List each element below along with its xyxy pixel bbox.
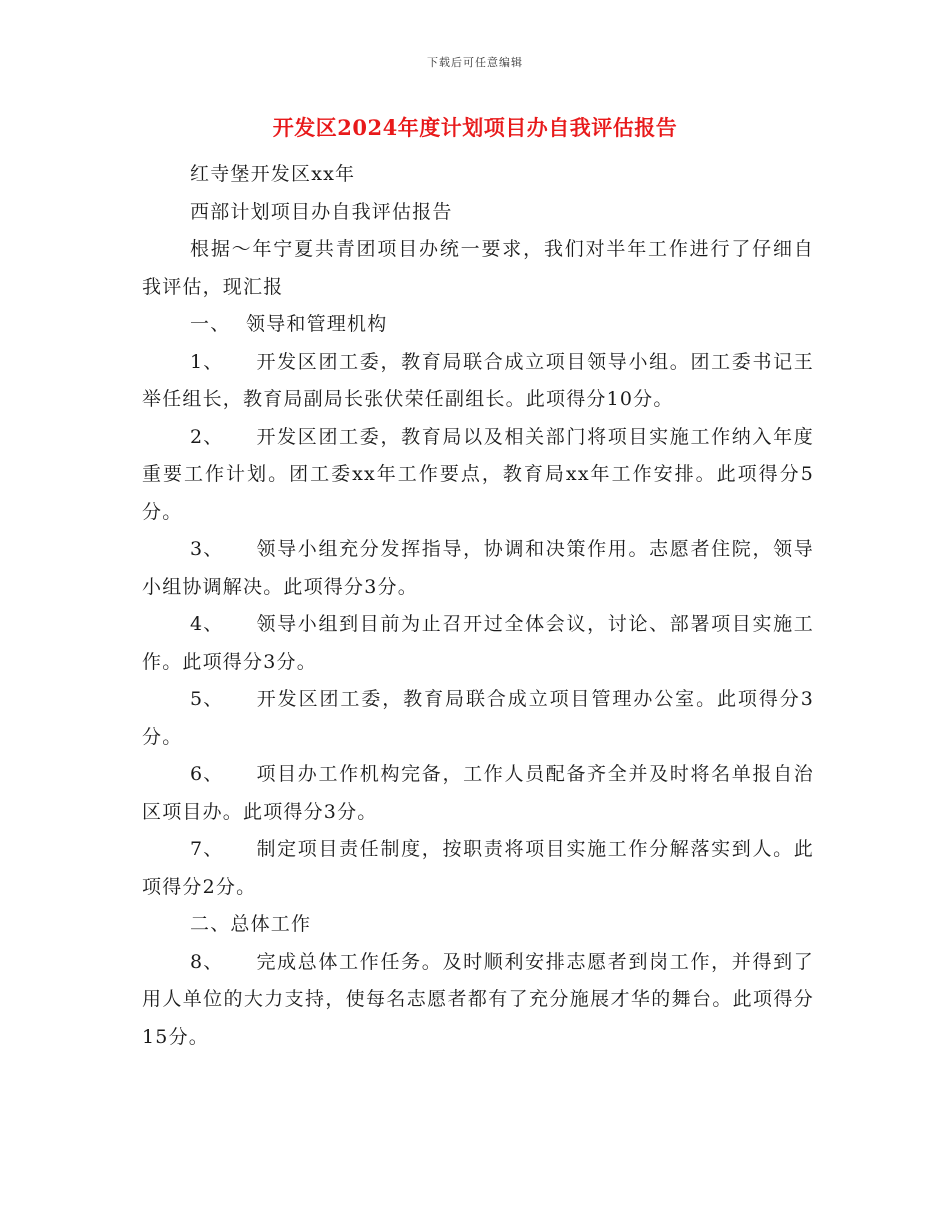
item-number: 1、	[190, 350, 224, 373]
numbered-item	[142, 606, 814, 681]
numbered-item	[142, 531, 814, 606]
item-text: 开发区团工委，教育局联合成立项目管理办公室。此项得分3分。	[142, 688, 814, 748]
paragraph-text: 西部计划项目办自我评估报告	[190, 200, 453, 223]
item-number: 8、	[190, 950, 224, 973]
item-text: 完成总体工作任务。及时顺利安排志愿者到岗工作，并得到了用人单位的大力支持，使每名志愿者都有了充分施展才华的舞台。此项得分15分。	[142, 950, 814, 1048]
numbered-item	[142, 681, 814, 756]
numbered-item	[142, 344, 814, 419]
paragraph	[142, 194, 814, 232]
section-number: 一、	[190, 313, 231, 335]
section-heading-text: 领导和管理机构	[246, 313, 388, 335]
header-note: 下载后可任意编辑	[427, 56, 523, 69]
item-text: 制定项目责任制度，按职责将项目实施工作分解落实到人。此项得分2分。	[142, 838, 814, 898]
section-heading	[142, 306, 814, 344]
item-text: 开发区团工委，教育局以及相关部门将项目实施工作纳入年度重要工作计划。团工委xx年工作要点，教育局xx年工作安排。此项得分5分。	[142, 425, 814, 523]
document-body	[142, 156, 814, 1056]
paragraph	[142, 231, 814, 306]
paragraph-text: 根据～年宁夏共青团项目办统一要求，我们对半年工作进行了仔细自我评估，现汇报	[142, 238, 814, 298]
section-heading	[142, 906, 814, 944]
item-number: 5、	[190, 688, 224, 710]
numbered-item	[142, 419, 814, 532]
numbered-item	[142, 944, 814, 1057]
item-number: 2、	[190, 425, 224, 448]
item-text: 项目办工作机构完备，工作人员配备齐全并及时将名单报自治区项目办。此项得分3分。	[142, 763, 814, 823]
item-number: 3、	[190, 538, 224, 560]
numbered-item	[142, 831, 814, 906]
numbered-item	[142, 756, 814, 831]
item-text: 开发区团工委，教育局联合成立项目领导小组。团工委书记王举任组长，教育局副局长张伏荣任副组长。此项得分10分。	[142, 350, 814, 410]
item-number: 7、	[190, 838, 224, 860]
section-heading-text: 二、总体工作	[190, 913, 312, 935]
item-text: 领导小组到目前为止召开过全体会议，讨论、部署项目实施工作。此项得分3分。	[142, 613, 814, 673]
paragraph	[142, 156, 814, 194]
item-number: 6、	[190, 763, 224, 785]
document-title: 开发区2024年度计划项目办自我评估报告	[272, 115, 678, 140]
item-text: 领导小组充分发挥指导，协调和决策作用。志愿者住院，领导小组协调解决。此项得分3分。	[142, 538, 814, 598]
item-number: 4、	[190, 613, 224, 635]
paragraph-text: 红寺堡开发区xx年	[190, 163, 356, 185]
